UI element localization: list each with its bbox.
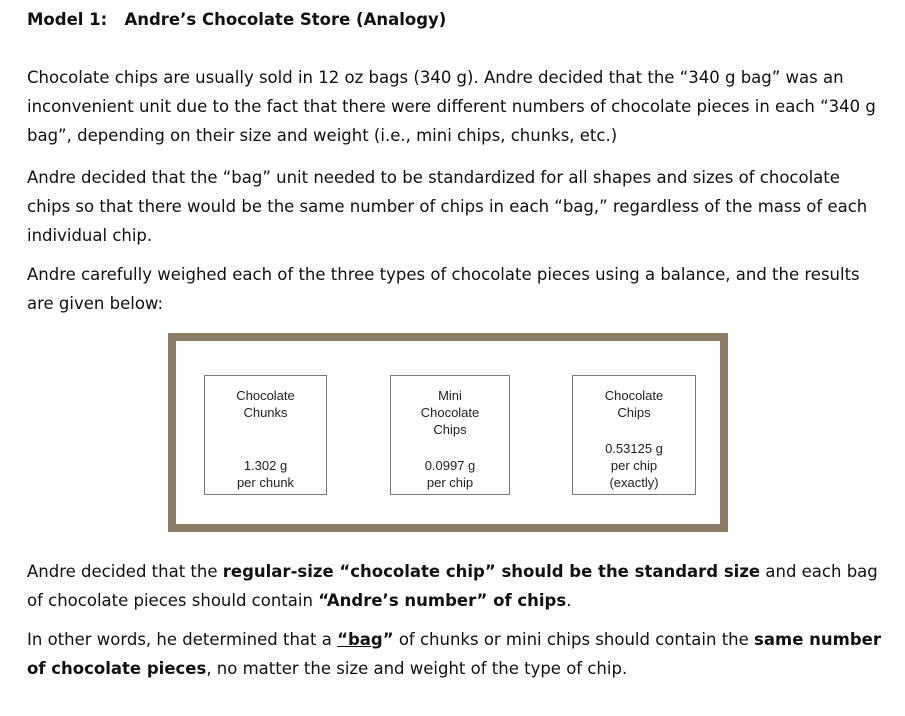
card-name-line: Chunks [243, 405, 288, 420]
paragraph-chip-bags: Chocolate chips are usually sold in 12 oz bags (340 g). Andre decided that the “340 g bag” was an inconvenient unit due to the fact that there were different numbers of chocolate pieces in each “340 g bag”, depending on their size and weight (i.e., mini chips, chunks, etc.) [27, 68, 876, 145]
underlined-text: “bag [337, 630, 383, 649]
bold-text: regular-size “chocolate chip” should be the standard size [222, 562, 761, 581]
card-mass-line: per chip [426, 475, 474, 490]
card-mass [391, 457, 509, 491]
card-name-line: Mini [438, 388, 462, 403]
text-run: Andre decided that the [27, 562, 223, 581]
paragraph-standardized-bag: Andre decided that the “bag” unit needed to be standardized for all shapes and sizes of chocolate chips so that there would be the same number of chips in each “bag,” regardless of the mass of each individual chip. [27, 168, 868, 245]
card-mass [205, 457, 326, 491]
bold-text: “Andre’s number” of chips [318, 591, 567, 610]
bold-text: same number of chocolate pieces [27, 630, 881, 678]
card-mass [573, 440, 695, 491]
card-name [573, 387, 695, 421]
mini-chocolate-chips-card [390, 375, 510, 495]
bold-underlined-text [337, 630, 383, 649]
model-title: Model 1: Andre’s Chocolate Store (Analogy) [27, 10, 447, 29]
text-run: , no matter the size and weight of the type of chip. [206, 659, 628, 678]
card-name-line: Chocolate [420, 405, 480, 420]
card-mass-line: 1.302 g [243, 458, 288, 473]
results-frame [168, 333, 728, 532]
card-mass-line: per chip [610, 458, 658, 473]
paragraph-weighing: Andre carefully weighed each of the three types of chocolate pieces using a balance, and the results are given below: [27, 265, 860, 313]
card-name-line: Chocolate [236, 388, 295, 403]
paragraph-standard-size [27, 557, 887, 615]
card-name [391, 387, 509, 438]
bold-text: ” [382, 630, 394, 649]
card-name-line: Chips [617, 405, 651, 420]
card-name-line: Chocolate [604, 388, 664, 403]
card-name [205, 387, 326, 421]
card-name-line: Chips [433, 422, 467, 437]
card-mass-line: per chunk [236, 475, 295, 490]
chocolate-chips-card [572, 375, 696, 495]
card-mass-line: 0.53125 g [605, 441, 663, 456]
chocolate-chunks-card [204, 375, 327, 495]
paragraph-same-number [27, 625, 887, 683]
card-mass-line: 0.0997 g [424, 458, 476, 473]
text-run: and each bag of chocolate pieces should contain [27, 562, 878, 610]
card-mass-line: (exactly) [609, 475, 659, 490]
text-run: of chunks or mini chips should contain the [393, 630, 755, 649]
text-run: In other words, he determined that a [27, 630, 338, 649]
text-run: . [566, 591, 572, 610]
